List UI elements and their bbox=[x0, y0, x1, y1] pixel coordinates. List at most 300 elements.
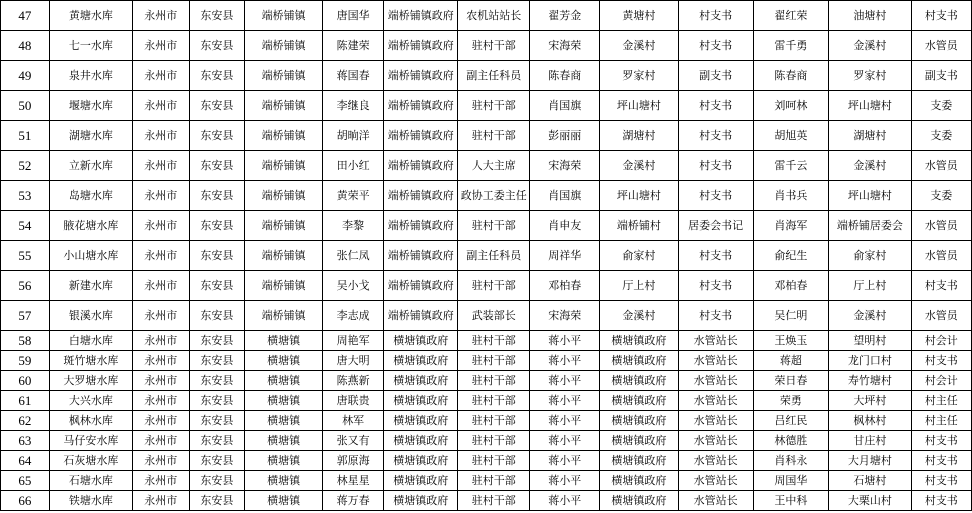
reservoir-name-cell: 大兴水库 bbox=[49, 391, 132, 411]
row-number-cell: 52 bbox=[1, 151, 50, 181]
reservoir-name-cell: 湖塘水库 bbox=[49, 121, 132, 151]
town-responsible-unit-cell: 横塘镇政府 bbox=[384, 431, 458, 451]
city-cell: 永州市 bbox=[133, 241, 190, 271]
technical-responsible-unit-cell: 端桥铺村 bbox=[600, 211, 679, 241]
technical-responsible-position-cell: 水管站长 bbox=[678, 371, 753, 391]
patrol-responsible-name-cell: 吕红民 bbox=[753, 411, 828, 431]
patrol-responsible-unit-cell: 坪山塘村 bbox=[829, 181, 912, 211]
technical-responsible-unit-cell: 厅上村 bbox=[600, 271, 679, 301]
reservoir-name-cell: 黄塘水库 bbox=[49, 1, 132, 31]
technical-responsible-name-cell: 宋海荣 bbox=[530, 301, 600, 331]
town-responsible-position-cell: 驻村干部 bbox=[458, 211, 530, 241]
row-number-cell: 55 bbox=[1, 241, 50, 271]
patrol-responsible-name-cell: 蒋超 bbox=[753, 351, 828, 371]
town-responsible-name-cell: 李黎 bbox=[323, 211, 384, 241]
patrol-responsible-unit-cell: 金溪村 bbox=[829, 151, 912, 181]
technical-responsible-unit-cell: 横塘镇政府 bbox=[600, 351, 679, 371]
town-cell: 横塘镇 bbox=[245, 431, 323, 451]
patrol-responsible-position-cell: 水管员 bbox=[911, 301, 971, 331]
technical-responsible-unit-cell: 横塘镇政府 bbox=[600, 411, 679, 431]
town-responsible-unit-cell: 端桥铺镇政府 bbox=[384, 121, 458, 151]
row-number-cell: 51 bbox=[1, 121, 50, 151]
town-responsible-position-cell: 驻村干部 bbox=[458, 121, 530, 151]
town-responsible-unit-cell: 横塘镇政府 bbox=[384, 331, 458, 351]
county-cell: 东安县 bbox=[189, 301, 245, 331]
technical-responsible-name-cell: 蒋小平 bbox=[530, 351, 600, 371]
technical-responsible-name-cell: 蒋小平 bbox=[530, 471, 600, 491]
city-cell: 永州市 bbox=[133, 371, 190, 391]
town-cell: 端桥铺镇 bbox=[245, 91, 323, 121]
county-cell: 东安县 bbox=[189, 181, 245, 211]
city-cell: 永州市 bbox=[133, 471, 190, 491]
town-responsible-unit-cell: 横塘镇政府 bbox=[384, 371, 458, 391]
technical-responsible-position-cell: 水管站长 bbox=[678, 451, 753, 471]
town-responsible-name-cell: 唐联贵 bbox=[323, 391, 384, 411]
town-cell: 端桥铺镇 bbox=[245, 211, 323, 241]
row-number-cell: 63 bbox=[1, 431, 50, 451]
technical-responsible-name-cell: 蒋小平 bbox=[530, 411, 600, 431]
town-cell: 横塘镇 bbox=[245, 471, 323, 491]
reservoir-name-cell: 大罗塘水库 bbox=[49, 371, 132, 391]
reservoir-name-cell: 立新水库 bbox=[49, 151, 132, 181]
reservoir-name-cell: 石塘水库 bbox=[49, 471, 132, 491]
patrol-responsible-position-cell: 支委 bbox=[911, 181, 971, 211]
patrol-responsible-name-cell: 陈春商 bbox=[753, 61, 828, 91]
town-responsible-unit-cell: 横塘镇政府 bbox=[384, 471, 458, 491]
town-responsible-position-cell: 驻村干部 bbox=[458, 331, 530, 351]
table-row bbox=[1, 31, 972, 61]
patrol-responsible-unit-cell: 坪山塘村 bbox=[829, 91, 912, 121]
technical-responsible-unit-cell: 横塘镇政府 bbox=[600, 451, 679, 471]
county-cell: 东安县 bbox=[189, 491, 245, 511]
town-responsible-name-cell: 胡晌洋 bbox=[323, 121, 384, 151]
table-row bbox=[1, 181, 972, 211]
technical-responsible-unit-cell: 金溪村 bbox=[600, 301, 679, 331]
town-responsible-name-cell: 黄荣平 bbox=[323, 181, 384, 211]
town-responsible-position-cell: 政协工委主任 bbox=[458, 181, 530, 211]
town-cell: 横塘镇 bbox=[245, 411, 323, 431]
city-cell: 永州市 bbox=[133, 1, 190, 31]
reservoir-name-cell: 枫林水库 bbox=[49, 411, 132, 431]
town-responsible-unit-cell: 端桥铺镇政府 bbox=[384, 31, 458, 61]
town-responsible-name-cell: 唐国华 bbox=[323, 1, 384, 31]
patrol-responsible-name-cell: 林德胜 bbox=[753, 431, 828, 451]
county-cell: 东安县 bbox=[189, 91, 245, 121]
patrol-responsible-position-cell: 村支书 bbox=[911, 471, 971, 491]
patrol-responsible-name-cell: 王中科 bbox=[753, 491, 828, 511]
technical-responsible-position-cell: 村支书 bbox=[678, 151, 753, 181]
county-cell: 东安县 bbox=[189, 61, 245, 91]
patrol-responsible-name-cell: 荣日春 bbox=[753, 371, 828, 391]
town-cell: 端桥铺镇 bbox=[245, 151, 323, 181]
technical-responsible-unit-cell: 罗家村 bbox=[600, 61, 679, 91]
table-row bbox=[1, 491, 972, 511]
city-cell: 永州市 bbox=[133, 301, 190, 331]
table-row bbox=[1, 91, 972, 121]
county-cell: 东安县 bbox=[189, 471, 245, 491]
town-responsible-unit-cell: 端桥铺镇政府 bbox=[384, 1, 458, 31]
city-cell: 永州市 bbox=[133, 181, 190, 211]
technical-responsible-name-cell: 宋海荣 bbox=[530, 151, 600, 181]
table-row bbox=[1, 471, 972, 491]
county-cell: 东安县 bbox=[189, 1, 245, 31]
patrol-responsible-name-cell: 荣勇 bbox=[753, 391, 828, 411]
town-responsible-position-cell: 副主任科员 bbox=[458, 241, 530, 271]
town-cell: 端桥铺镇 bbox=[245, 181, 323, 211]
table-row bbox=[1, 411, 972, 431]
patrol-responsible-position-cell: 水管员 bbox=[911, 241, 971, 271]
patrol-responsible-unit-cell: 大坪村 bbox=[829, 391, 912, 411]
town-cell: 横塘镇 bbox=[245, 331, 323, 351]
patrol-responsible-name-cell: 肖海军 bbox=[753, 211, 828, 241]
town-responsible-position-cell: 驻村干部 bbox=[458, 271, 530, 301]
county-cell: 东安县 bbox=[189, 451, 245, 471]
town-cell: 横塘镇 bbox=[245, 391, 323, 411]
patrol-responsible-name-cell: 肖科永 bbox=[753, 451, 828, 471]
town-responsible-unit-cell: 端桥铺镇政府 bbox=[384, 211, 458, 241]
technical-responsible-position-cell: 村支书 bbox=[678, 271, 753, 301]
reservoir-name-cell: 七一水库 bbox=[49, 31, 132, 61]
table-row bbox=[1, 211, 972, 241]
row-number-cell: 58 bbox=[1, 331, 50, 351]
town-responsible-position-cell: 驻村干部 bbox=[458, 411, 530, 431]
patrol-responsible-position-cell: 村支书 bbox=[911, 491, 971, 511]
town-responsible-position-cell: 驻村干部 bbox=[458, 471, 530, 491]
patrol-responsible-name-cell: 雷千云 bbox=[753, 151, 828, 181]
table-row bbox=[1, 331, 972, 351]
patrol-responsible-position-cell: 村支书 bbox=[911, 271, 971, 301]
patrol-responsible-unit-cell: 厅上村 bbox=[829, 271, 912, 301]
technical-responsible-unit-cell: 横塘镇政府 bbox=[600, 371, 679, 391]
patrol-responsible-name-cell: 俞纪生 bbox=[753, 241, 828, 271]
reservoir-name-cell: 斑竹塘水库 bbox=[49, 351, 132, 371]
table-row bbox=[1, 451, 972, 471]
technical-responsible-name-cell: 肖国旗 bbox=[530, 181, 600, 211]
technical-responsible-name-cell: 肖国旗 bbox=[530, 91, 600, 121]
patrol-responsible-unit-cell: 端桥铺居委会 bbox=[829, 211, 912, 241]
patrol-responsible-name-cell: 吴仁明 bbox=[753, 301, 828, 331]
technical-responsible-name-cell: 蒋小平 bbox=[530, 491, 600, 511]
county-cell: 东安县 bbox=[189, 331, 245, 351]
technical-responsible-position-cell: 村支书 bbox=[678, 301, 753, 331]
technical-responsible-unit-cell: 金溪村 bbox=[600, 31, 679, 61]
city-cell: 永州市 bbox=[133, 211, 190, 241]
town-responsible-name-cell: 陈建荣 bbox=[323, 31, 384, 61]
table-body bbox=[1, 1, 972, 511]
town-cell: 端桥铺镇 bbox=[245, 61, 323, 91]
patrol-responsible-position-cell: 副支书 bbox=[911, 61, 971, 91]
town-responsible-position-cell: 驻村干部 bbox=[458, 391, 530, 411]
reservoir-name-cell: 泉井水库 bbox=[49, 61, 132, 91]
row-number-cell: 57 bbox=[1, 301, 50, 331]
city-cell: 永州市 bbox=[133, 91, 190, 121]
patrol-responsible-position-cell: 水管员 bbox=[911, 211, 971, 241]
town-responsible-position-cell: 驻村干部 bbox=[458, 31, 530, 61]
patrol-responsible-position-cell: 水管员 bbox=[911, 31, 971, 61]
city-cell: 永州市 bbox=[133, 121, 190, 151]
technical-responsible-name-cell: 蒋小平 bbox=[530, 371, 600, 391]
technical-responsible-position-cell: 村支书 bbox=[678, 241, 753, 271]
technical-responsible-unit-cell: 横塘镇政府 bbox=[600, 331, 679, 351]
table-row bbox=[1, 271, 972, 301]
county-cell: 东安县 bbox=[189, 351, 245, 371]
town-cell: 端桥铺镇 bbox=[245, 241, 323, 271]
town-responsible-unit-cell: 横塘镇政府 bbox=[384, 391, 458, 411]
county-cell: 东安县 bbox=[189, 151, 245, 181]
town-responsible-name-cell: 田小红 bbox=[323, 151, 384, 181]
patrol-responsible-unit-cell: 油塘村 bbox=[829, 1, 912, 31]
technical-responsible-position-cell: 村支书 bbox=[678, 31, 753, 61]
technical-responsible-unit-cell: 俞家村 bbox=[600, 241, 679, 271]
reservoir-name-cell: 小山塘水库 bbox=[49, 241, 132, 271]
technical-responsible-unit-cell: 横塘镇政府 bbox=[600, 491, 679, 511]
technical-responsible-position-cell: 水管站长 bbox=[678, 411, 753, 431]
town-responsible-position-cell: 驻村干部 bbox=[458, 491, 530, 511]
city-cell: 永州市 bbox=[133, 331, 190, 351]
patrol-responsible-name-cell: 肖书兵 bbox=[753, 181, 828, 211]
technical-responsible-unit-cell: 横塘镇政府 bbox=[600, 431, 679, 451]
patrol-responsible-unit-cell: 枫林村 bbox=[829, 411, 912, 431]
row-number-cell: 50 bbox=[1, 91, 50, 121]
county-cell: 东安县 bbox=[189, 411, 245, 431]
town-responsible-name-cell: 蒋国春 bbox=[323, 61, 384, 91]
town-cell: 横塘镇 bbox=[245, 491, 323, 511]
town-responsible-unit-cell: 端桥铺镇政府 bbox=[384, 181, 458, 211]
patrol-responsible-position-cell: 支委 bbox=[911, 91, 971, 121]
town-responsible-position-cell: 驻村干部 bbox=[458, 431, 530, 451]
patrol-responsible-position-cell: 村主任 bbox=[911, 411, 971, 431]
patrol-responsible-unit-cell: 甘庄村 bbox=[829, 431, 912, 451]
technical-responsible-name-cell: 邓柏春 bbox=[530, 271, 600, 301]
technical-responsible-position-cell: 水管站长 bbox=[678, 471, 753, 491]
town-responsible-name-cell: 林星星 bbox=[323, 471, 384, 491]
technical-responsible-position-cell: 水管站长 bbox=[678, 431, 753, 451]
table-row bbox=[1, 301, 972, 331]
county-cell: 东安县 bbox=[189, 121, 245, 151]
reservoir-name-cell: 岛塘水库 bbox=[49, 181, 132, 211]
table-row bbox=[1, 371, 972, 391]
city-cell: 永州市 bbox=[133, 151, 190, 181]
town-responsible-position-cell: 驻村干部 bbox=[458, 451, 530, 471]
town-responsible-unit-cell: 端桥铺镇政府 bbox=[384, 151, 458, 181]
patrol-responsible-name-cell: 王焕玉 bbox=[753, 331, 828, 351]
town-cell: 端桥铺镇 bbox=[245, 301, 323, 331]
patrol-responsible-unit-cell: 龙门口村 bbox=[829, 351, 912, 371]
town-responsible-name-cell: 蒋万春 bbox=[323, 491, 384, 511]
town-responsible-position-cell: 驻村干部 bbox=[458, 351, 530, 371]
town-cell: 端桥铺镇 bbox=[245, 271, 323, 301]
town-responsible-name-cell: 唐大明 bbox=[323, 351, 384, 371]
town-responsible-unit-cell: 端桥铺镇政府 bbox=[384, 271, 458, 301]
patrol-responsible-name-cell: 刘呵林 bbox=[753, 91, 828, 121]
table-row bbox=[1, 151, 972, 181]
town-cell: 端桥铺镇 bbox=[245, 1, 323, 31]
patrol-responsible-position-cell: 村支书 bbox=[911, 1, 971, 31]
town-responsible-unit-cell: 端桥铺镇政府 bbox=[384, 241, 458, 271]
city-cell: 永州市 bbox=[133, 31, 190, 61]
patrol-responsible-position-cell: 村支书 bbox=[911, 431, 971, 451]
patrol-responsible-position-cell: 支委 bbox=[911, 121, 971, 151]
patrol-responsible-unit-cell: 金溪村 bbox=[829, 31, 912, 61]
row-number-cell: 47 bbox=[1, 1, 50, 31]
technical-responsible-name-cell: 周祥华 bbox=[530, 241, 600, 271]
table-row bbox=[1, 61, 972, 91]
town-responsible-unit-cell: 横塘镇政府 bbox=[384, 411, 458, 431]
table-row bbox=[1, 121, 972, 151]
technical-responsible-position-cell: 水管站长 bbox=[678, 491, 753, 511]
patrol-responsible-position-cell: 村会计 bbox=[911, 371, 971, 391]
technical-responsible-name-cell: 宋海荣 bbox=[530, 31, 600, 61]
town-responsible-name-cell: 张又有 bbox=[323, 431, 384, 451]
patrol-responsible-unit-cell: 湖塘村 bbox=[829, 121, 912, 151]
technical-responsible-position-cell: 水管站长 bbox=[678, 391, 753, 411]
patrol-responsible-name-cell: 周国华 bbox=[753, 471, 828, 491]
technical-responsible-name-cell: 蒋小平 bbox=[530, 331, 600, 351]
technical-responsible-position-cell: 村支书 bbox=[678, 181, 753, 211]
row-number-cell: 56 bbox=[1, 271, 50, 301]
city-cell: 永州市 bbox=[133, 391, 190, 411]
town-responsible-name-cell: 李继良 bbox=[323, 91, 384, 121]
town-responsible-position-cell: 人大主席 bbox=[458, 151, 530, 181]
technical-responsible-name-cell: 彭丽丽 bbox=[530, 121, 600, 151]
technical-responsible-unit-cell: 横塘镇政府 bbox=[600, 471, 679, 491]
patrol-responsible-unit-cell: 石塘村 bbox=[829, 471, 912, 491]
patrol-responsible-unit-cell: 罗家村 bbox=[829, 61, 912, 91]
table-row bbox=[1, 241, 972, 271]
patrol-responsible-name-cell: 翟红荣 bbox=[753, 1, 828, 31]
technical-responsible-unit-cell: 横塘镇政府 bbox=[600, 391, 679, 411]
town-responsible-position-cell: 副主任科员 bbox=[458, 61, 530, 91]
patrol-responsible-position-cell: 水管员 bbox=[911, 151, 971, 181]
patrol-responsible-position-cell: 村会计 bbox=[911, 331, 971, 351]
technical-responsible-position-cell: 水管站长 bbox=[678, 331, 753, 351]
city-cell: 永州市 bbox=[133, 411, 190, 431]
town-responsible-name-cell: 林军 bbox=[323, 411, 384, 431]
patrol-responsible-unit-cell: 寿竹塘村 bbox=[829, 371, 912, 391]
technical-responsible-position-cell: 水管站长 bbox=[678, 351, 753, 371]
town-cell: 端桥铺镇 bbox=[245, 31, 323, 61]
city-cell: 永州市 bbox=[133, 271, 190, 301]
town-cell: 横塘镇 bbox=[245, 351, 323, 371]
patrol-responsible-position-cell: 村支书 bbox=[911, 451, 971, 471]
table-row bbox=[1, 431, 972, 451]
technical-responsible-position-cell: 居委会书记 bbox=[678, 211, 753, 241]
city-cell: 永州市 bbox=[133, 61, 190, 91]
reservoir-name-cell: 堰塘水库 bbox=[49, 91, 132, 121]
county-cell: 东安县 bbox=[189, 271, 245, 301]
technical-responsible-unit-cell: 湖塘村 bbox=[600, 121, 679, 151]
technical-responsible-unit-cell: 坪山塘村 bbox=[600, 181, 679, 211]
county-cell: 东安县 bbox=[189, 241, 245, 271]
technical-responsible-unit-cell: 金溪村 bbox=[600, 151, 679, 181]
town-responsible-name-cell: 张仁凤 bbox=[323, 241, 384, 271]
town-responsible-position-cell: 武装部长 bbox=[458, 301, 530, 331]
technical-responsible-unit-cell: 坪山塘村 bbox=[600, 91, 679, 121]
patrol-responsible-unit-cell: 金溪村 bbox=[829, 301, 912, 331]
reservoir-name-cell: 马仔安水库 bbox=[49, 431, 132, 451]
row-number-cell: 49 bbox=[1, 61, 50, 91]
row-number-cell: 53 bbox=[1, 181, 50, 211]
city-cell: 永州市 bbox=[133, 491, 190, 511]
town-responsible-name-cell: 郭原海 bbox=[323, 451, 384, 471]
table-row bbox=[1, 351, 972, 371]
patrol-responsible-position-cell: 村主任 bbox=[911, 391, 971, 411]
patrol-responsible-name-cell: 胡旭英 bbox=[753, 121, 828, 151]
town-responsible-unit-cell: 端桥铺镇政府 bbox=[384, 301, 458, 331]
town-cell: 端桥铺镇 bbox=[245, 121, 323, 151]
town-responsible-name-cell: 周艳军 bbox=[323, 331, 384, 351]
county-cell: 东安县 bbox=[189, 31, 245, 61]
row-number-cell: 60 bbox=[1, 371, 50, 391]
town-responsible-unit-cell: 横塘镇政府 bbox=[384, 451, 458, 471]
reservoir-name-cell: 新建水库 bbox=[49, 271, 132, 301]
patrol-responsible-unit-cell: 大月塘村 bbox=[829, 451, 912, 471]
town-responsible-unit-cell: 端桥铺镇政府 bbox=[384, 61, 458, 91]
technical-responsible-name-cell: 肖申友 bbox=[530, 211, 600, 241]
patrol-responsible-unit-cell: 俞家村 bbox=[829, 241, 912, 271]
city-cell: 永州市 bbox=[133, 431, 190, 451]
patrol-responsible-unit-cell: 大栗山村 bbox=[829, 491, 912, 511]
city-cell: 永州市 bbox=[133, 451, 190, 471]
town-responsible-unit-cell: 横塘镇政府 bbox=[384, 491, 458, 511]
town-cell: 横塘镇 bbox=[245, 371, 323, 391]
patrol-responsible-unit-cell: 望明村 bbox=[829, 331, 912, 351]
row-number-cell: 59 bbox=[1, 351, 50, 371]
technical-responsible-position-cell: 村支书 bbox=[678, 91, 753, 121]
reservoir-name-cell: 腋花塘水库 bbox=[49, 211, 132, 241]
patrol-responsible-name-cell: 雷千勇 bbox=[753, 31, 828, 61]
technical-responsible-position-cell: 村支书 bbox=[678, 121, 753, 151]
technical-responsible-position-cell: 副支书 bbox=[678, 61, 753, 91]
technical-responsible-name-cell: 蒋小平 bbox=[530, 431, 600, 451]
technical-responsible-position-cell: 村支书 bbox=[678, 1, 753, 31]
town-responsible-unit-cell: 横塘镇政府 bbox=[384, 351, 458, 371]
row-number-cell: 61 bbox=[1, 391, 50, 411]
reservoir-name-cell: 白塘水库 bbox=[49, 331, 132, 351]
row-number-cell: 54 bbox=[1, 211, 50, 241]
technical-responsible-name-cell: 蒋小平 bbox=[530, 451, 600, 471]
town-responsible-name-cell: 陈燕新 bbox=[323, 371, 384, 391]
technical-responsible-name-cell: 翟芳金 bbox=[530, 1, 600, 31]
town-responsible-name-cell: 吴小戈 bbox=[323, 271, 384, 301]
town-responsible-unit-cell: 端桥铺镇政府 bbox=[384, 91, 458, 121]
county-cell: 东安县 bbox=[189, 371, 245, 391]
town-responsible-name-cell: 李志成 bbox=[323, 301, 384, 331]
row-number-cell: 48 bbox=[1, 31, 50, 61]
row-number-cell: 64 bbox=[1, 451, 50, 471]
row-number-cell: 66 bbox=[1, 491, 50, 511]
county-cell: 东安县 bbox=[189, 431, 245, 451]
county-cell: 东安县 bbox=[189, 391, 245, 411]
patrol-responsible-name-cell: 邓柏春 bbox=[753, 271, 828, 301]
row-number-cell: 65 bbox=[1, 471, 50, 491]
row-number-cell: 62 bbox=[1, 411, 50, 431]
county-cell: 东安县 bbox=[189, 211, 245, 241]
town-responsible-position-cell: 农机站站长 bbox=[458, 1, 530, 31]
city-cell: 永州市 bbox=[133, 351, 190, 371]
reservoir-name-cell: 银溪水库 bbox=[49, 301, 132, 331]
town-responsible-position-cell: 驻村干部 bbox=[458, 91, 530, 121]
table-row bbox=[1, 1, 972, 31]
town-cell: 横塘镇 bbox=[245, 451, 323, 471]
reservoir-name-cell: 石灰塘水库 bbox=[49, 451, 132, 471]
table-row bbox=[1, 391, 972, 411]
town-responsible-position-cell: 驻村干部 bbox=[458, 371, 530, 391]
technical-responsible-unit-cell: 黄塘村 bbox=[600, 1, 679, 31]
technical-responsible-name-cell: 陈春商 bbox=[530, 61, 600, 91]
reservoir-name-cell: 铁塘水库 bbox=[49, 491, 132, 511]
patrol-responsible-position-cell: 村支书 bbox=[911, 351, 971, 371]
